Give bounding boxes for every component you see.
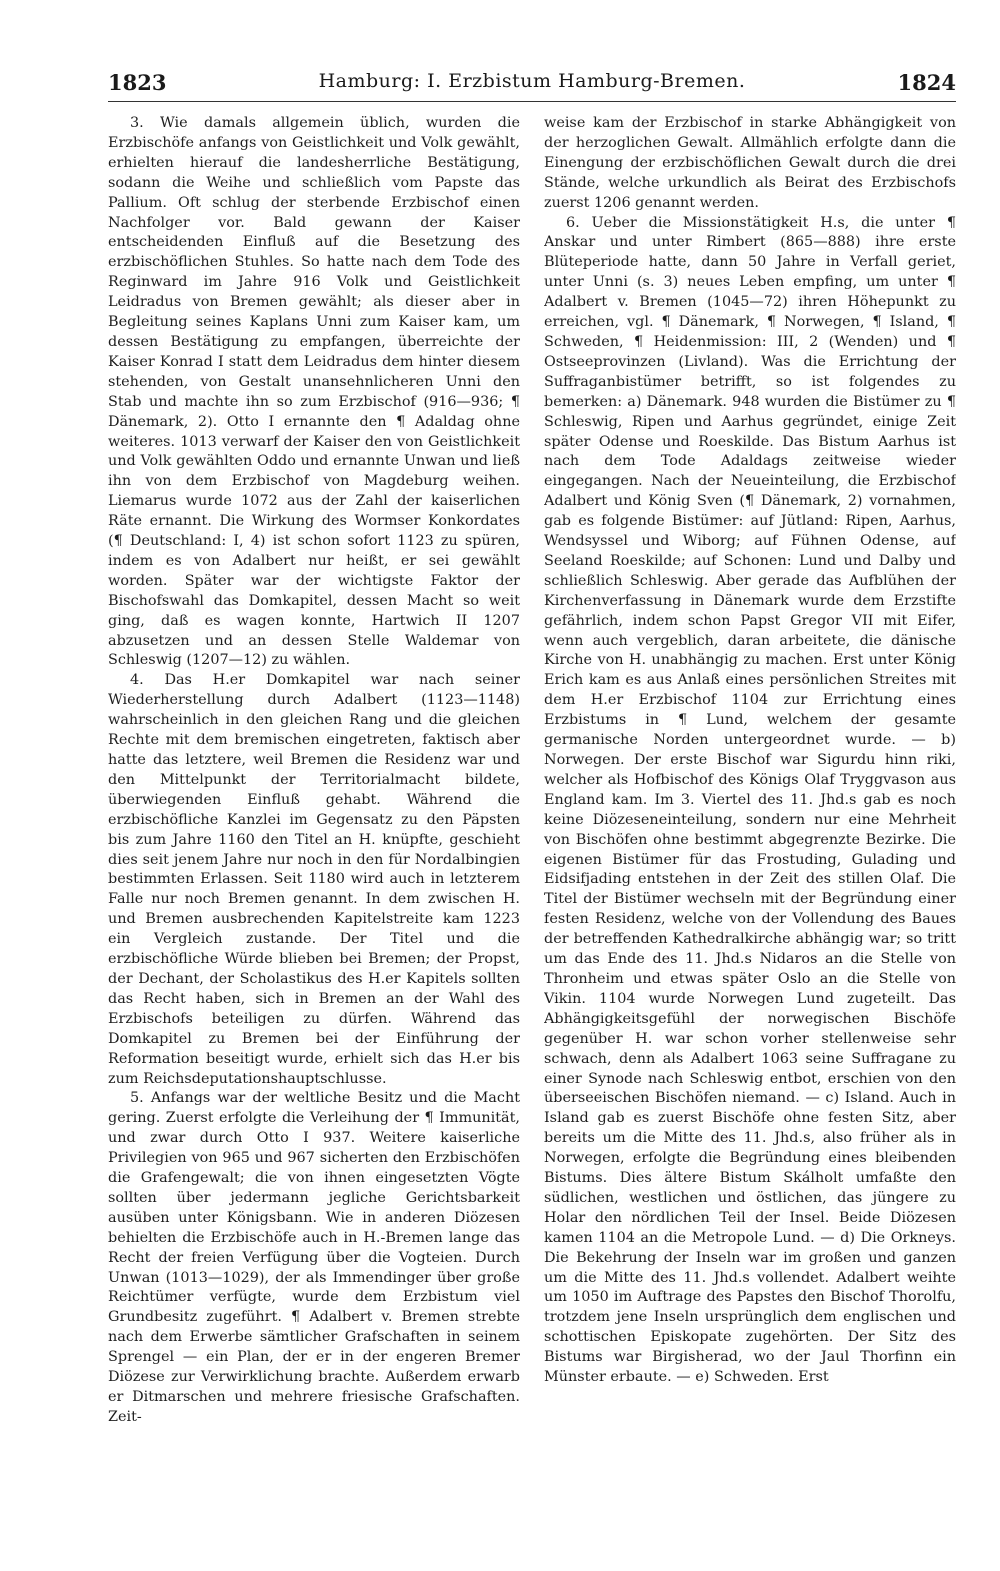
paragraph-4: 4. Das H.er Domkapitel war nach seiner Wiederherstellung durch Adalbert (1123—1148) wahrscheinlich in den gleichen Rang und die gleichen Rechte mit dem bremischen eingetreten, faktisch aber hatte das letztere, weil Bremen die Residenz war und den Mittelpunkt der Territorialmacht bildete, überwiegenden Einfluß gehabt. Während die erzbischöfliche Kanzlei im Gegensatz zu den Päpsten bis zum Jahre 1160 den Titel an H. knüpfte, geschieht dies seit jenem Jahre nur noch in den für Nordalbingien bestimmten Erlassen. Seit 1180 wird auch in letzterem Falle nur noch Bremen genannt. In dem zwischen H. und Bremen ausbrechenden Kapitelstreite kam 1223 ein Vergleich zustande. Der Titel und die erzbischöfliche Würde blieben bei Bremen; der Propst, der Dechant, der Scholastikus des H.er Kapitels sollten das Recht haben, sich in Bremen an der Wahl des Erzbischofs beteiligen zu dürfen. Während das Domkapitel zu Bremen bei der Einführung der Reformation beseitigt wurde, erhielt sich das H.er bis zum Reichsdeputationshauptschlusse. (108, 672, 520, 1087)
paragraph-5-continued: weise kam der Erzbischof in starke Abhängigkeit von der herzoglichen Gewalt. Allmählich erfolgte dann die Einengung der erzbischöflichen Gewalt durch die drei Stände, welche urkundlich als Beirat des Erzbischofs zuerst 1206 genannt werden. (544, 115, 956, 211)
left-column (108, 114, 520, 1534)
paragraph-3: 3. Wie damals allgemein üblich, wurden die Erzbischöfe anfangs von Geistlichkeit und Volk gewählt, erhielten hierauf die landesherrliche Bestätigung, sodann die Weihe und schließlich vom Papste das Pallium. Oft schlug der sterbende Erzbischof einen Nachfolger vor. Bald gewann der Kaiser entscheidenden Einfluß auf die Besetzung des erzbischöflichen Stuhles. So hatte nach dem Tode des Reginward im Jahre 916 Volk und Geistlichkeit Leidradus von Bremen gewählt; als dieser aber in Begleitung seines Kaplans Unni zum Kaiser kam, um dessen Bestätigung zu empfangen, überreichte der Kaiser Konrad I statt dem Leidradus dem hinter diesem stehenden, von Gestalt unansehnlicheren Unni den Stab und machte ihn so zum Erzbischof (916—936; ¶ Dänemark, 2). Otto I ernannte den ¶ Adaldag ohne weiteres. 1013 verwarf der Kaiser den von Geistlichkeit und Volk gewählten Oddo und ernannte Unwan und ließ ihn von dem Erzbischof von Magdeburg weihen. Liemarus wurde 1072 aus der Zahl der kaiserlichen Räte ernannt. Die Wirkung des Wormser Konkordates (¶ Deutschland: I, 4) ist schon sofort 1123 zu spüren, indem es von Adalbert nur heißt, er sei gewählt worden. Später war der wichtigste Faktor der Bischofswahl das Domkapitel, dessen Macht so weit ging, daß es wagen konnte, Hartwich II 1207 abzusetzen und an dessen Stelle Waldemar von Schleswig (1207—12) zu wählen. (108, 115, 520, 669)
right-column (544, 114, 956, 1534)
header-rule (108, 101, 956, 102)
paragraph-5: 5. Anfangs war der weltliche Besitz und die Macht gering. Zuerst erfolgte die Verleihung der ¶ Immunität, und zwar durch Otto I 937. Weitere kaiserliche Privilegien von 965 und 967 sicherten den Erzbischöfen die Grafengewalt; die von ihnen eingesetzten Vögte sollten über jedermann jegliche Gerichtsbarkeit ausüben unter Königsbann. Wie in anderen Diözesen behielten die Erzbischöfe auch in H.-Bremen lange das Recht der freien Verfügung über die Vogteien. Durch Unwan (1013—1029), der als Immendinger über große Reichtümer verfügte, wurde dem Erzbistum viel Grundbesitz zugeführt. ¶ Adalbert v. Bremen strebte nach dem Erwerbe sämtlicher Grafschaften in seinem Sprengel — ein Plan, der er in der engeren Bremer Diözese zur Verwirklichung brachte. Außerdem erwarb er Ditmarschen und mehrere friesische Grafschaften. Zeit- (108, 1090, 520, 1425)
page-number-left: 1823 (108, 70, 167, 95)
running-title: Hamburg: I. Erzbistum Hamburg-Bremen. (318, 70, 746, 92)
page-number-right: 1824 (897, 70, 956, 95)
paragraph-6: 6. Ueber die Missionstätigkeit H.s, die unter ¶ Anskar und unter Rimbert (865—888) ihre erste Blüteperiode hatte, dann 50 Jahre in Verfall geriet, unter Unni (s. 3) neues Leben empfing, um unter ¶ Adalbert v. Bremen (1045—72) ihren Höhepunkt zu erreichen, vgl. ¶ Dänemark, ¶ Norwegen, ¶ Island, ¶ Schweden, ¶ Heidenmission: III, 2 (Wenden) und ¶ Ostseeprovinzen (Livland). Was die Errichtung der Suffraganbistümer betrifft, so ist folgendes zu bemerken: a) Dänemark. 948 wurden die Bistümer zu ¶ Schleswig, Ripen und Aarhus gegründet, einige Zeit später Odense und Roeskilde. Das Bistum Aarhus ist nach dem Tode Adaldags zeitweise wieder eingegangen. Nach der Neueinteilung, die Erzbischof Adalbert und König Sven (¶ Dänemark, 2) vornahmen, gab es folgende Bistümer: auf Jütland: Ripen, Aarhus, Wendsyssel und Wiborg; auf Fühnen Odense, auf Seeland Roeskilde; auf Schonen: Lund und Dalby und schließlich Schleswig. Aber gerade das Aufblühen der Kirchenverfassung in Dänemark wurde dem Erzstifte gefährlich, indem schon Papst Gregor VII mit Eifer, wenn auch vergeblich, daran arbeitete, die dänische Kirche von H. unabhängig zu machen. Erst unter König Erich kam es aus Anlaß eines persönlichen Streites mit dem H.er Erzbischof 1104 zur Errichtung eines Erzbistums in ¶ Lund, welchem der gesamte germanische Norden untergeordnet wurde. — b) Norwegen. Der erste Bischof war Sigurdu hinn riki, welcher als Hofbischof des Königs Olaf Tryggvason aus England kam. Im 3. Viertel des 11. Jhd.s gab es noch keine Diözeseneinteilung, sondern nur eine Mehrheit von Bischöfen ohne bestimmt abgegrenzte Bezirke. Die eigenen Bistümer für das Frostuding, Gulading und Eidsifjading entstehen in der Zeit des stillen Olaf. Die Titel der Bistümer wechseln mit der Begründung einer festen Residenz, welche von der Vollendung des Baues der betreffenden Kathedralkirche abhängig war; so tritt um das Ende des 11. Jhd.s Nidaros an die Stelle von Thronheim und etwas später Oslo an die Stelle von Vikin. 1104 wurde Norwegen Lund zugeteilt. Das Abhängigkeitsgefühl der norwegischen Bischöfe gegenüber H. war schon vorher stellenweise sehr schwach, denn als Adalbert 1063 seine Suffragane zu einer Synode nach Schleswig entbot, erschien von den überseeischen Bischöfen niemand. — c) Island. Auch in Island gab es zuerst Bischöfe ohne festen Sitz, aber bereits um die Mitte des 11. Jhd.s, also früher als in Norwegen, erfolgte die Begründung eines bleibenden Bistums. Dies ältere Bistum Skálholt umfaßte den südlichen, westlichen und östlichen, das jüngere zu Holar den nördlichen Teil der Insel. Beide Diözesen kamen 1104 an die Metropole Lund. — d) Die Orkneys. Die Bekehrung der Inseln war im großen und ganzen um die Mitte des 11. Jhd.s vollendet. Adalbert weihte um 1050 im Auftrage des Papstes den Bischof Thorolfu, trotzdem jene Inseln ursprünglich dem englischen und schottischen Episkopate zugehörten. Der Sitz des Bistums war Birgisherad, wo der Jaul Thorfinn ein Münster erbaute. — e) Schweden. Erst (544, 214, 956, 1386)
page-header (108, 64, 956, 100)
